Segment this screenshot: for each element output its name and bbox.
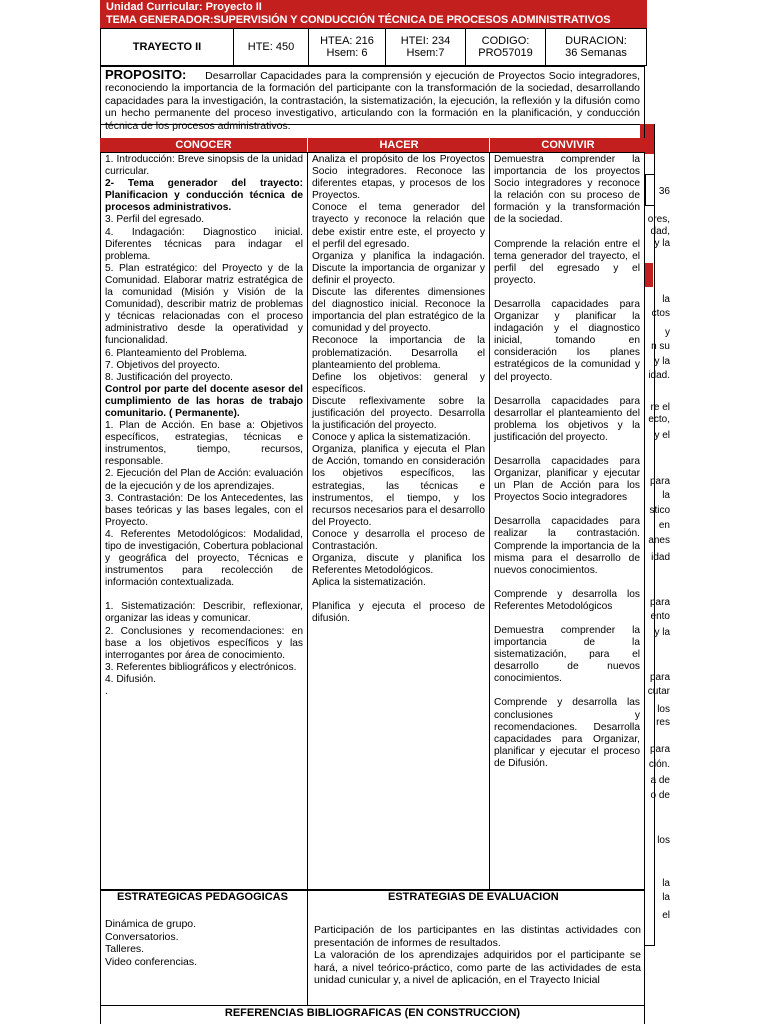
convivir-item <box>494 685 640 697</box>
tema-generador-title: TEMA GENERADOR:SUPERVISIÓN Y CONDUCCIÓN TÉCNICA DE PROCESOS ADMINISTRATIVOS <box>106 14 611 26</box>
underlying-text-fragment: la <box>662 892 670 903</box>
hacer-item: Reconoce la importancia de la problematización. Desarrolla el planteamiento del problema. <box>312 335 485 371</box>
hacer-item: Planifica y ejecuta el proceso de difusión. <box>312 601 485 625</box>
conocer-item: Control por parte del docente asesor del cumplimiento de las horas de trabajo comunitario. ( Permanente). <box>105 383 303 419</box>
strategies-section <box>100 890 645 1006</box>
hacer-item: Organiza, discute y planifica los Referentes Metodológicos. <box>312 553 485 577</box>
underlying-text-fragment: para <box>649 744 670 755</box>
proposito-text: Desarrollar Capacidades para la comprensión y ejecución de Proyectos Socio integradores, reconociendo la importancia de la formación del participante con la transformación de la sociedad, desarrollando capacidades para la investigación, la contrastación, la sistematización, la ejecución, la reflexión y la difusión como un hecho permanente del proceso investigativo, articulando con la formación en la planificación, y conducción técnica de los procesos administrativos. <box>105 70 640 132</box>
hacer-item: Discute reflexivamente sobre la justificación del proyecto. Desarrolla la justificación del proyecto. <box>312 395 485 432</box>
unidad-curricular-title: Unidad Curricular: Proyecto II <box>106 1 262 13</box>
hacer-item: Define los objetivos: general y específicos. <box>312 371 485 395</box>
underlying-text-fragment: cutar <box>647 686 670 697</box>
underlying-text-fragment: y la <box>654 356 670 367</box>
document-header <box>100 0 647 28</box>
underlying-text-fragment: y el <box>654 430 670 441</box>
duracion-cell: DURACION: 36 Semanas <box>546 29 647 66</box>
estrategia-evaluacion-item: Participación de los participantes en las distintas actividades con presentación de informes de resultados. <box>314 924 641 949</box>
conocer-item: . <box>105 686 108 698</box>
conocer-item: 4. Referentes Metodológicos: Modalidad, tipo de investigación, Cobertura poblacional y geográfica del proyecto, Técnicas e instrumentos para recolección de información contextualizada. <box>105 528 303 589</box>
convivir-item <box>494 577 640 589</box>
underlying-text-fragment: ento <box>650 611 670 622</box>
proposito-title: PROPOSITO: <box>105 67 187 82</box>
convivir-item: Desarrolla capacidades para desarrollar el planteamiento del problema los objetivos y la justificación del proyecto. <box>494 395 640 443</box>
underlying-text-fragment: anes <box>648 535 670 546</box>
convivir-item: Comprende la relación entre el tema generador del trayecto, el perfil del egresado y el proyecto. <box>494 238 640 286</box>
underlying-text-fragment: el <box>662 910 670 921</box>
convivir-item: Desarrolla capacidades para realizar la contrastación. Comprende la importancia de la misma para el desarrollo de nuevos conocimientos. <box>494 516 640 576</box>
convivir-header: CONVIVIR <box>489 138 646 152</box>
htea-cell: HTEA: 216 Hsem: 6 <box>309 29 386 66</box>
convivir-item: Desarrolla capacidades para Organizar, planificar y ejecutar un Plan de Acción para los Proyectos Socio integradores <box>494 455 640 504</box>
conocer-item: 5. Plan estratégico: del Proyecto y de la Comunidad. Elaborar matriz estratégica de la comunidad (Misión y Visión de la Comunidad), describir matriz de problemas y técnicas relacionadas con el proceso administrativo desde la operatividad y funcionalidad. <box>105 262 303 347</box>
conocer-item: 3. Contrastación: De los Antecedentes, las bases teóricas y las bases legales, con el Proyecto. <box>105 492 303 528</box>
convivir-item: Demuestra comprender la importancia de la sistematización, para el desarrollo de nuevos conocimientos. <box>494 625 640 685</box>
convivir-item: Desarrolla capacidades para Organizar y planificar la indagación y el diagnostico inicial, tomando en consideración los planes estratégicos de la comunidad y del proyecto. <box>494 298 640 383</box>
conocer-item: 3. Perfil del egresado. <box>105 214 205 226</box>
underlying-text-fragment: y la <box>654 238 670 249</box>
underlying-text-fragment: 36 <box>658 186 670 197</box>
underlying-text-fragment: ctos <box>651 308 670 319</box>
hacer-item: Conoce y desarrolla el proceso de Contrastación. <box>312 528 485 552</box>
proposito-section <box>100 66 645 138</box>
underlying-text-fragment: stico <box>649 505 670 516</box>
convivir-column <box>489 152 645 890</box>
underlying-text-fragment: ción. <box>648 759 670 770</box>
convivir-item: Comprende y desarrolla los Referentes Metodológicos <box>494 588 640 612</box>
convivir-item: Comprende y desarrolla las conclusiones y recomendaciones. Desarrolla capacidades para Organizar, planificar y ejecutar el proceso de Difusión. <box>494 697 640 769</box>
conocer-item: 3. Referentes bibliográficos y electrónicos. <box>105 661 297 673</box>
estrategias-pedagogicas-title: ESTRATEGICAS PEDAGOGICAS <box>117 891 288 903</box>
underlying-text-fragment: a de <box>650 775 670 786</box>
conocer-item: 8. Justificación del proyecto. <box>105 371 233 383</box>
conocer-item: 2. Ejecución del Plan de Acción: evaluación de la ejecución y de los aprendizajes. <box>105 468 303 492</box>
estrategias-evaluacion-list <box>314 924 641 987</box>
estrategia-pedagogica-item: Talleres. <box>105 943 145 955</box>
referencias-title: REFERENCIAS BIBLIOGRAFICAS (EN CONSTRUCCION) <box>100 1005 645 1024</box>
convivir-item <box>494 613 640 625</box>
convivir-item <box>494 227 640 239</box>
convivir-item <box>494 384 640 396</box>
conocer-item: 4. Difusión. <box>105 673 156 685</box>
conocer-item <box>105 589 303 601</box>
hte-cell: HTE: 450 <box>234 29 309 66</box>
underlying-text-fragment: para <box>649 672 670 683</box>
underlying-text-fragment: ores, <box>647 214 670 225</box>
conocer-item: 1. Plan de Acción. En base a: Objetivos específicos, estrategias, técnicas e instrumentos, tiempo, recursos, responsable. <box>105 420 303 468</box>
codigo-cell: CODIGO: PRO57019 <box>466 29 546 66</box>
underlying-text-fragment: idad. <box>648 370 670 381</box>
hacer-item: Conoce el tema generador del trayecto y reconoce la relación que debe existir entre este, el proyecto y el perfil del egresado. <box>312 202 485 250</box>
estrategias-pedagogicas-list <box>105 918 301 968</box>
htei-cell: HTEI: 234 Hsem:7 <box>386 29 466 66</box>
underlying-text-fragment: para <box>649 597 670 608</box>
underlying-text-fragment: los <box>657 704 670 715</box>
convivir-item <box>494 444 640 456</box>
hacer-item: Organiza y planifica la indagación. Discute la importancia de organizar y definir el proyecto. <box>312 250 485 286</box>
estrategia-pedagogica-item: Conversatorios. <box>105 930 179 943</box>
hacer-item: Aplica la sistematización. <box>312 577 426 589</box>
hacer-header: HACER <box>307 138 490 152</box>
underlying-text-fragment: idad <box>651 552 670 563</box>
underlying-text-fragment: la <box>662 490 670 501</box>
underlying-text-fragment: dad, <box>650 226 670 237</box>
underlying-text-fragment: n su <box>651 341 670 352</box>
underlying-text-fragment: y la <box>654 627 670 638</box>
hacer-item: Discute las diferentes dimensiones del diagnostico inicial. Reconoce la importancia del plan estratégico de la comunidad y del proyecto. <box>312 287 485 335</box>
conocer-item: 1. Introducción: Breve sinopsis de la unidad curricular. <box>105 154 303 178</box>
hacer-item: Conoce y aplica la sistematización. <box>312 432 471 444</box>
estrategia-evaluacion-item: La valoración de los aprendizajes adquiridos por el participante se hará, a nivel teórico-práctico, como parte de las actividades de esta unidad cunicular y, a nivel de aplicación, en el Trayecto Inicial <box>314 949 641 986</box>
trayecto-cell: TRAYECTO II <box>101 29 234 66</box>
underlying-text-fragment: re el <box>650 402 670 413</box>
underlying-text-fragment: en <box>658 520 670 531</box>
hacer-item <box>312 589 485 601</box>
convivir-item <box>494 287 640 299</box>
estrategias-evaluacion-title: ESTRATEGIAS DE EVALUACION <box>388 891 559 903</box>
conocer-item: 7. Objetivos del proyecto. <box>105 359 220 371</box>
estrategia-pedagogica-item: Video conferencias. <box>105 955 198 968</box>
convivir-item <box>494 504 640 516</box>
hacer-item: Analiza el propósito de los Proyectos Socio integradores. Reconoce las diferentes etapas, y procesos de los Proyectos. <box>312 154 485 202</box>
conocer-column <box>100 152 308 890</box>
strategies-divider <box>307 891 308 1005</box>
conocer-header: CONOCER <box>100 138 307 152</box>
hacer-column <box>307 152 490 890</box>
conocer-item: 1. Sistematización: Describir, reflexionar, organizar las ideas y comunicar. <box>105 601 303 625</box>
underlying-text-fragment: res <box>656 717 670 728</box>
hacer-item: Organiza, planifica y ejecuta el Plan de Acción, tomando en consideración los objetivos específicos, las estrategias, las técnicas e instrumentos, el tiempo, y los recursos necesarios para el desarrollo del Proyecto. <box>312 444 485 528</box>
conocer-item: 6. Planteamiento del Problema. <box>105 347 248 359</box>
underlying-text-fragment: los <box>657 835 670 846</box>
convivir-item: Demuestra comprender la importancia de los proyectos Socio integradores y reconoce la relación con su proceso de formación y la transformación de la sociedad. <box>494 154 640 226</box>
underlying-text-fragment: la <box>662 878 670 889</box>
info-table <box>100 28 647 66</box>
underlying-text-fragment: para <box>649 476 670 487</box>
underlying-text-fragment: ecto, <box>648 414 670 425</box>
underlying-text-fragment: o de <box>650 790 670 801</box>
conocer-item: 4. Indagación: Diagnostico inicial. Diferentes técnicas para indagar el problema. <box>105 226 303 262</box>
conocer-item: 2- Tema generador del trayecto: Planificacion y conducción técnica de procesos administrativos. <box>105 178 303 214</box>
underlying-text-fragment: la <box>662 294 670 305</box>
estrategia-pedagogica-item: Dinámica de grupo. <box>105 918 197 930</box>
underlying-text-fragment: y <box>665 327 670 338</box>
conocer-item: 2. Conclusiones y recomendaciones: en base a los objetivos específicos y las interrogantes por área de conocimiento. <box>105 625 303 661</box>
